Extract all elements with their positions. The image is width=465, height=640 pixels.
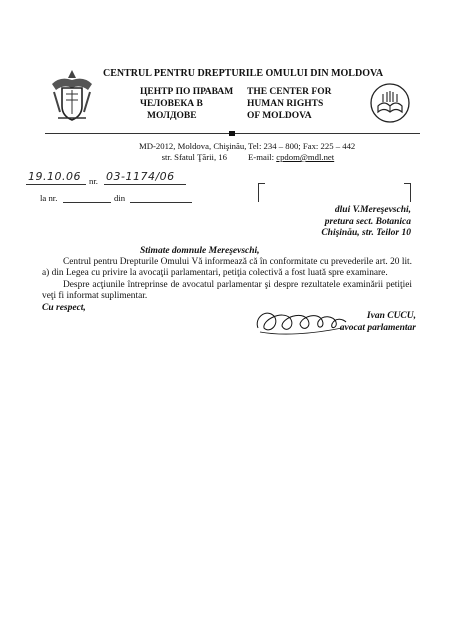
signatory-title: avocat parlamentar (339, 322, 416, 333)
title-en-line: THE CENTER FOR (247, 87, 332, 97)
title-en-line: OF MOLDOVA (247, 111, 312, 121)
closing: Cu respect, (42, 303, 86, 313)
email-line (248, 152, 355, 163)
letter-number: 03-1174/06 (106, 170, 175, 183)
center-title-ru (140, 86, 233, 122)
title-en-line: HUMAN RIGHTS (247, 99, 324, 109)
center-title-en (247, 86, 331, 122)
recipient-line: pretura sect. Botanica (324, 216, 411, 227)
title-ru-line: ЧЕЛОВЕКА В (140, 99, 203, 109)
salutation: Stimate domnule Mereşevschi, (140, 246, 260, 256)
moldova-coat-of-arms-logo (46, 66, 98, 126)
address-line: str. Sfatul Ţării, 16 (161, 152, 227, 162)
din-label: din (114, 193, 126, 203)
center-title-ro: CENTRUL PENTRU DREPTURILE OMULUI DIN MOLDOVA (103, 68, 384, 79)
handwritten-signature (252, 302, 348, 338)
recipient-line: Chişinău, str. Teilor 10 (321, 228, 411, 238)
body-paragraph-1: Centrul pentru Drepturile Omului Vă informează că în conformitate cu prevederile art. 20 lit. a) din Legea cu privire la avocaţii parlamentari, petiţia colectivă a fost luată spre examinare. (42, 257, 412, 279)
recipient-corner-left (258, 183, 265, 202)
la-nr-label: la nr. (40, 193, 58, 203)
email-address[interactable]: cpdom@mdl.net (276, 152, 335, 162)
body-paragraph-2: Despre acţiunile întreprinse de avocatul parlamentar şi despre rezultatele examinării petiţiei veţi fi informat suplimentar. (42, 280, 412, 302)
email-label: E-mail: (248, 152, 275, 162)
nr-label: nr. (89, 176, 98, 186)
recipient-block (321, 205, 411, 240)
signatory-block (340, 311, 416, 334)
title-ru-line: МОЛДОВЕ (147, 111, 197, 121)
nr-underline (104, 184, 186, 185)
address-block (139, 141, 247, 163)
address-line: MD-2012, Moldova, Chişinău, (139, 141, 247, 151)
center-emblem-logo (369, 80, 411, 126)
divider-mark (229, 131, 235, 136)
recipient-line: dlui V.Mereşevschi, (334, 205, 411, 215)
contact-block (248, 141, 355, 163)
title-ru-line: ЦЕНТР ПО ПРАВАМ (140, 87, 234, 97)
signatory-name: Ivan CUCU, (366, 311, 416, 321)
tel-fax: Tel: 234 – 800; Fax: 225 – 442 (248, 141, 356, 151)
letter-date: 19.10.06 (28, 170, 81, 183)
din-underline (130, 202, 192, 203)
recipient-corner-right (404, 183, 411, 202)
date-underline (26, 184, 86, 185)
la-nr-underline (63, 202, 111, 203)
